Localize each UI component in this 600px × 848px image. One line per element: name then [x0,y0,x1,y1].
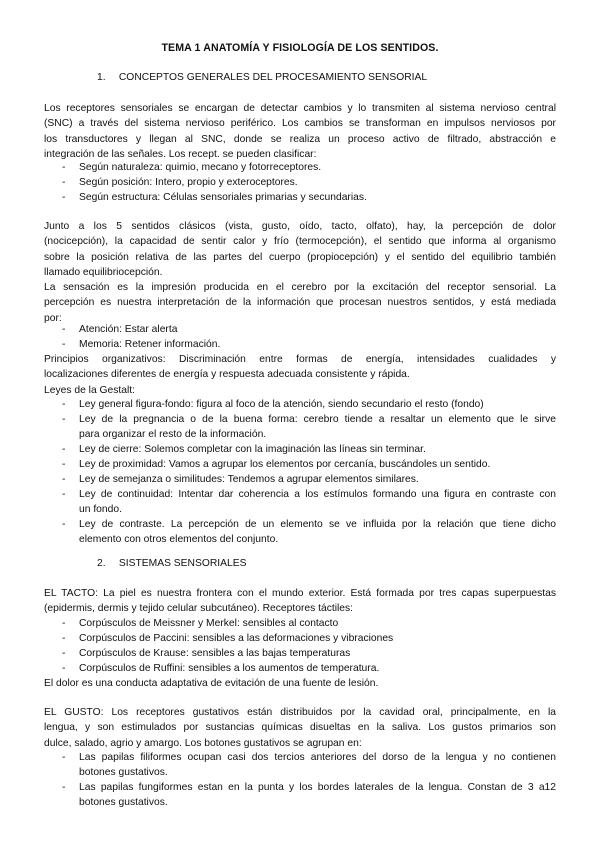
text-line: EL GUSTO: Los receptores gustativos están distribuidos por la cavidad oral, principalmente, en la [44,707,556,718]
dash-bullet: - [62,324,66,335]
text-line: El dolor es una conducta adaptativa de evitación de una fuente de lesión. [44,678,379,689]
list-item-receptor [62,661,556,676]
list-item-text: Corpúsculos de Krause: sensibles a las bajas temperaturas [79,648,351,659]
dash-bullet: - [62,177,66,188]
text-line: Los receptores sensoriales se encargan de detectar cambios y lo transmiten al sistema nervioso central [44,103,556,114]
text-line: Ley de la pregnancia o de la buena forma: cerebro tiende a resaltar un elemento que le sirve [79,414,556,425]
text-line: La sensación es la impresión producida en el cerebro por la excitación del receptor sensorial. La [44,282,556,294]
list-item-text: Según posición: Intero, propio y exteroceptores. [79,177,298,188]
dash-bullet: - [62,782,66,793]
text-line: Ley de continuidad: Intentar dar coherencia a los estímulos formando una figura en contraste con [79,489,556,500]
dash-bullet: - [62,519,66,530]
list-item-memory [62,337,556,352]
list-item-text: Según naturaleza: quimio, mecano y fotorreceptores. [79,162,322,173]
text-line: dulce, salado, agrio y amargo. Los botones gustativos se agrupan en: [44,737,362,749]
text-line: un fondo. [79,504,122,516]
list-item-text: Memoria: Retener información. [79,339,221,350]
list-item-gestalt [62,412,556,443]
document-title: TEMA 1 ANATOMÍA Y FISIOLOGÍA DE LOS SENTIDOS. [161,42,439,54]
list-item-classification [62,190,556,205]
list-item-text: Ley general figura-fondo: figura al foco de la atención, siendo secundario el resto (fondo) [79,399,484,410]
list-item-text: Ley de semejanza o similitudes: Tendemos a agrupar elementos similares. [79,474,419,485]
list-item-text: Corpúsculos de Ruffini: sensibles a los aumentos de temperatura. [79,663,380,674]
text-line: botones gustativos. [79,797,168,809]
list-item-gestalt [62,442,556,457]
dash-bullet: - [62,399,66,410]
list-item-gestalt [62,397,556,412]
list-item-papillae [62,780,556,811]
list-item-text: Corpúsculos de Paccini: sensibles a las deformaciones y vibraciones [79,633,394,644]
paragraph-receptors [44,101,556,162]
text-line: EL TACTO: La piel es nuestra frontera con el mundo exterior. Está formada por tres capas superpuestas [44,588,556,599]
dash-bullet: - [62,414,66,425]
paragraph-senses [44,219,556,326]
text-line: Principios organizativos: Discriminación entre formas de energía, intensidades cualidades y [44,354,556,365]
list-item-text: Corpúsculos de Meissner y Merkel: sensibles al contacto [79,618,339,629]
list-item-text: Ley de cierre: Solemos completar con la imaginación las líneas sin terminar. [79,444,426,455]
text-line: para organizar el resto de la información. [79,429,267,441]
paragraph-touch [44,586,556,617]
text-line: (nocicepción), la capacidad de sentir calor y frío (termocepción), el sentido que informa al organismo [44,236,556,248]
text-line: Las papilas fungiformes estan en la punta y los bordes laterales de la lengua. Constan de 3 a12 [79,782,556,793]
list-item-classification [62,160,556,175]
text-line: botones gustativos. [79,767,168,779]
text-line: localizaciones diferentes de energía y respuesta adecuada consistente y rápida. [44,369,410,381]
text-line: por: [44,312,62,324]
list-item-attention [62,322,556,337]
list-item-text: Ley de proximidad: Vamos a agrupar los elementos por cercanía, buscándoles un sentido. [79,459,491,470]
section-2-heading [97,556,246,571]
text-line: lengua, y son estimulados por sustancias químicas disueltas en la saliva. Los gustos primarios son [44,722,556,734]
list-item-receptor [62,646,556,661]
dash-bullet: - [62,752,66,763]
dash-bullet: - [62,489,66,500]
text-line: Leyes de la Gestalt: [44,384,136,396]
section-2-number: 2. [97,558,106,569]
section-1-heading [97,70,427,85]
text-line: percepción es nuestra interpretación de la información que procesan nuestros sentidos, y está mediada [44,297,556,309]
dash-bullet: - [62,192,66,203]
section-1-title: CONCEPTOS GENERALES DEL PROCESAMIENTO SENSORIAL [118,72,428,83]
dash-bullet: - [62,633,66,644]
dash-bullet: - [62,162,66,173]
list-item-text [79,412,556,443]
list-item-gestalt [62,457,556,472]
list-item-text: Atención: Estar alerta [79,324,178,335]
list-item-papillae [62,750,556,781]
dash-bullet: - [62,663,66,674]
list-item-text: Según estructura: Células sensoriales primarias y secundarias. [79,192,367,203]
dash-bullet: - [62,648,66,659]
paragraph-taste [44,705,556,751]
text-line: sobre la posición relativa de las partes del cuerpo (propiocepción) y el sentido del equilibrio también [44,251,556,263]
text-line: elemento con otros elementos del conjunto. [79,534,279,546]
list-item-text [79,517,556,548]
paragraph-pain [44,676,556,691]
text-line: integración de las señales. Los recept. se pueden clasificar: [44,148,317,160]
section-1-number: 1. [97,72,106,83]
dash-bullet: - [62,474,66,485]
text-line: los transductores y llegan al SNC, donde se realiza un proceso activo de filtrado, abstracción e [44,133,556,145]
text-line: llamado equilibriocepción. [44,266,163,278]
text-line: Junto a los 5 sentidos clásicos (vista, gusto, oído, tacto, olfato), hay, la percepción de dolor [44,221,556,232]
list-item-receptor [62,631,556,646]
section-2-title: SISTEMAS SENSORIALES [118,558,247,569]
dash-bullet: - [62,618,66,629]
list-item-text [79,487,556,518]
dash-bullet: - [62,339,66,350]
list-item-classification [62,175,556,190]
text-line: (SNC) a través del sistema nervioso periférico. Los cambios se transforman en impulsos nerviosos por [44,118,556,130]
dash-bullet: - [62,459,66,470]
paragraph-principles [44,352,556,398]
text-line: (epidermis, dermis y tejido celular subcutáneo). Receptores táctiles: [44,603,354,615]
list-item-gestalt [62,517,556,548]
list-item-text [79,750,556,781]
list-item-text [79,780,556,811]
text-line: Ley de contraste. La percepción de un elemento se ve influida por la relación que tiene dicho [79,519,556,530]
list-item-gestalt [62,487,556,518]
list-item-gestalt [62,472,556,487]
text-line: Las papilas filiformes ocupan casi dos tercios anteriores del dorso de la lengua y no contienen [79,752,556,763]
dash-bullet: - [62,444,66,455]
list-item-receptor [62,616,556,631]
